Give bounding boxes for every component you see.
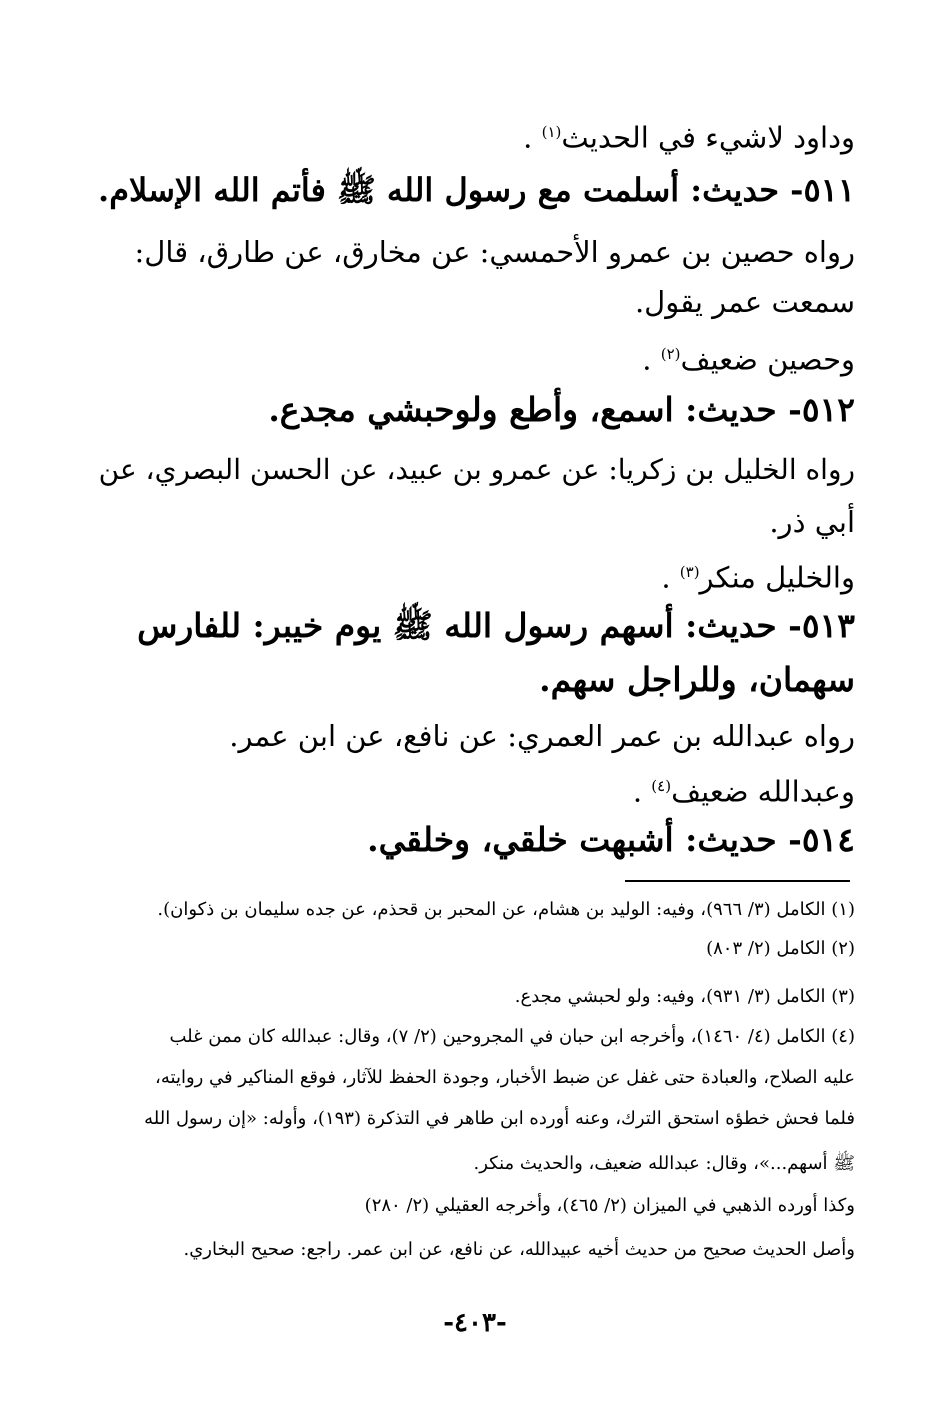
- footnote-reference[interactable]: (٤): [651, 777, 672, 795]
- line-end: .: [523, 120, 542, 155]
- text-line: رواه الخليل بن زكريا: عن عمرو بن عبيد، عن الحسن البصري، عن: [98, 453, 855, 486]
- line-text: والخليل منكر: [699, 560, 855, 595]
- line-end: .: [642, 342, 661, 377]
- line-text: وعبدالله ضعيف: [671, 774, 855, 809]
- footnote-4: (٤) الكامل (٤/ ١٤٦٠)، وأخرجه ابن حبان في المجروحين (٢/ ٧)، وقال: عبدالله كان ممن غلب: [169, 1026, 855, 1047]
- footnote-3: (٣) الكامل (٣/ ٩٣١)، وفيه: ولو لحبشي مجدع.: [514, 986, 855, 1007]
- text-line: [95, 552, 855, 598]
- footnote-separator: [625, 880, 850, 882]
- footnote-2: (٢) الكامل (٢/ ٨٠٣): [706, 938, 855, 959]
- hadith-heading-511: ٥١١- حديث: أسلمت مع رسول الله ﷺ فأتم الله الإسلام.: [98, 171, 855, 209]
- footnote-reference[interactable]: (٣): [679, 563, 700, 581]
- footnote-reference[interactable]: (٢): [660, 345, 681, 363]
- footnote-reference[interactable]: (١): [541, 123, 562, 141]
- text-line: أبي ذر.: [769, 505, 855, 539]
- footnote-4-continued: فلما فحش خطؤه استحق الترك، وعنه أورده ابن طاهر في التذكرة (١٩٣)، وأوله: «إن رسول الله: [144, 1108, 855, 1129]
- text-line: [95, 112, 855, 158]
- text-line: [95, 334, 855, 380]
- footnote-4-continued: ﷺ أسهم...»، وقال: عبدالله ضعيف، والحديث منكر.: [473, 1153, 855, 1174]
- line-text: وداود لاشيء في الحديث: [561, 120, 855, 155]
- hadith-heading-513: ٥١٣- حديث: أسهم رسول الله ﷺ يوم خيبر: للفارس: [137, 606, 855, 645]
- text-line: رواه حصين بن عمرو الأحمسي: عن مخارق، عن طارق، قال:: [134, 235, 855, 269]
- footnote-4-continued: عليه الصلاح، والعبادة حتى غفل عن ضبط الأخبار، وجودة الحفظ للآثار، فوقع المناكير في روايته،: [155, 1067, 855, 1088]
- footnote-1: (١) الكامل (٣/ ٩٦٦)، وفيه: الوليد بن هشام، عن المحبر بن قحذم، عن جده سليمان بن ذكوان).: [157, 899, 855, 920]
- line-end: .: [632, 774, 652, 809]
- line-text: وحصين ضعيف: [680, 342, 855, 377]
- hadith-heading-514: ٥١٤- حديث: أشبهت خلقي، وخلقي.: [367, 820, 855, 859]
- text-line: [95, 766, 855, 812]
- line-end: .: [661, 560, 680, 595]
- footnote-4-continued: وأصل الحديث صحيح من حديث أخيه عبيدالله، عن نافع، عن ابن عمر. راجع: صحيح البخاري.: [183, 1239, 855, 1260]
- text-line: سمعت عمر يقول.: [634, 285, 855, 319]
- page-number: -٤٠٣-: [443, 1308, 507, 1338]
- hadith-heading-513-continued: سهمان، وللراجل سهم.: [539, 660, 855, 699]
- hadith-heading-512: ٥١٢- حديث: اسمع، وأطع ولوحبشي مجدع.: [268, 390, 855, 429]
- text-line: رواه عبدالله بن عمر العمري: عن نافع، عن ابن عمر.: [229, 719, 855, 753]
- footnote-4-continued: وكذا أورده الذهبي في الميزان (٢/ ٤٦٥)، وأخرجه العقيلي (٢/ ٢٨٠): [364, 1195, 855, 1216]
